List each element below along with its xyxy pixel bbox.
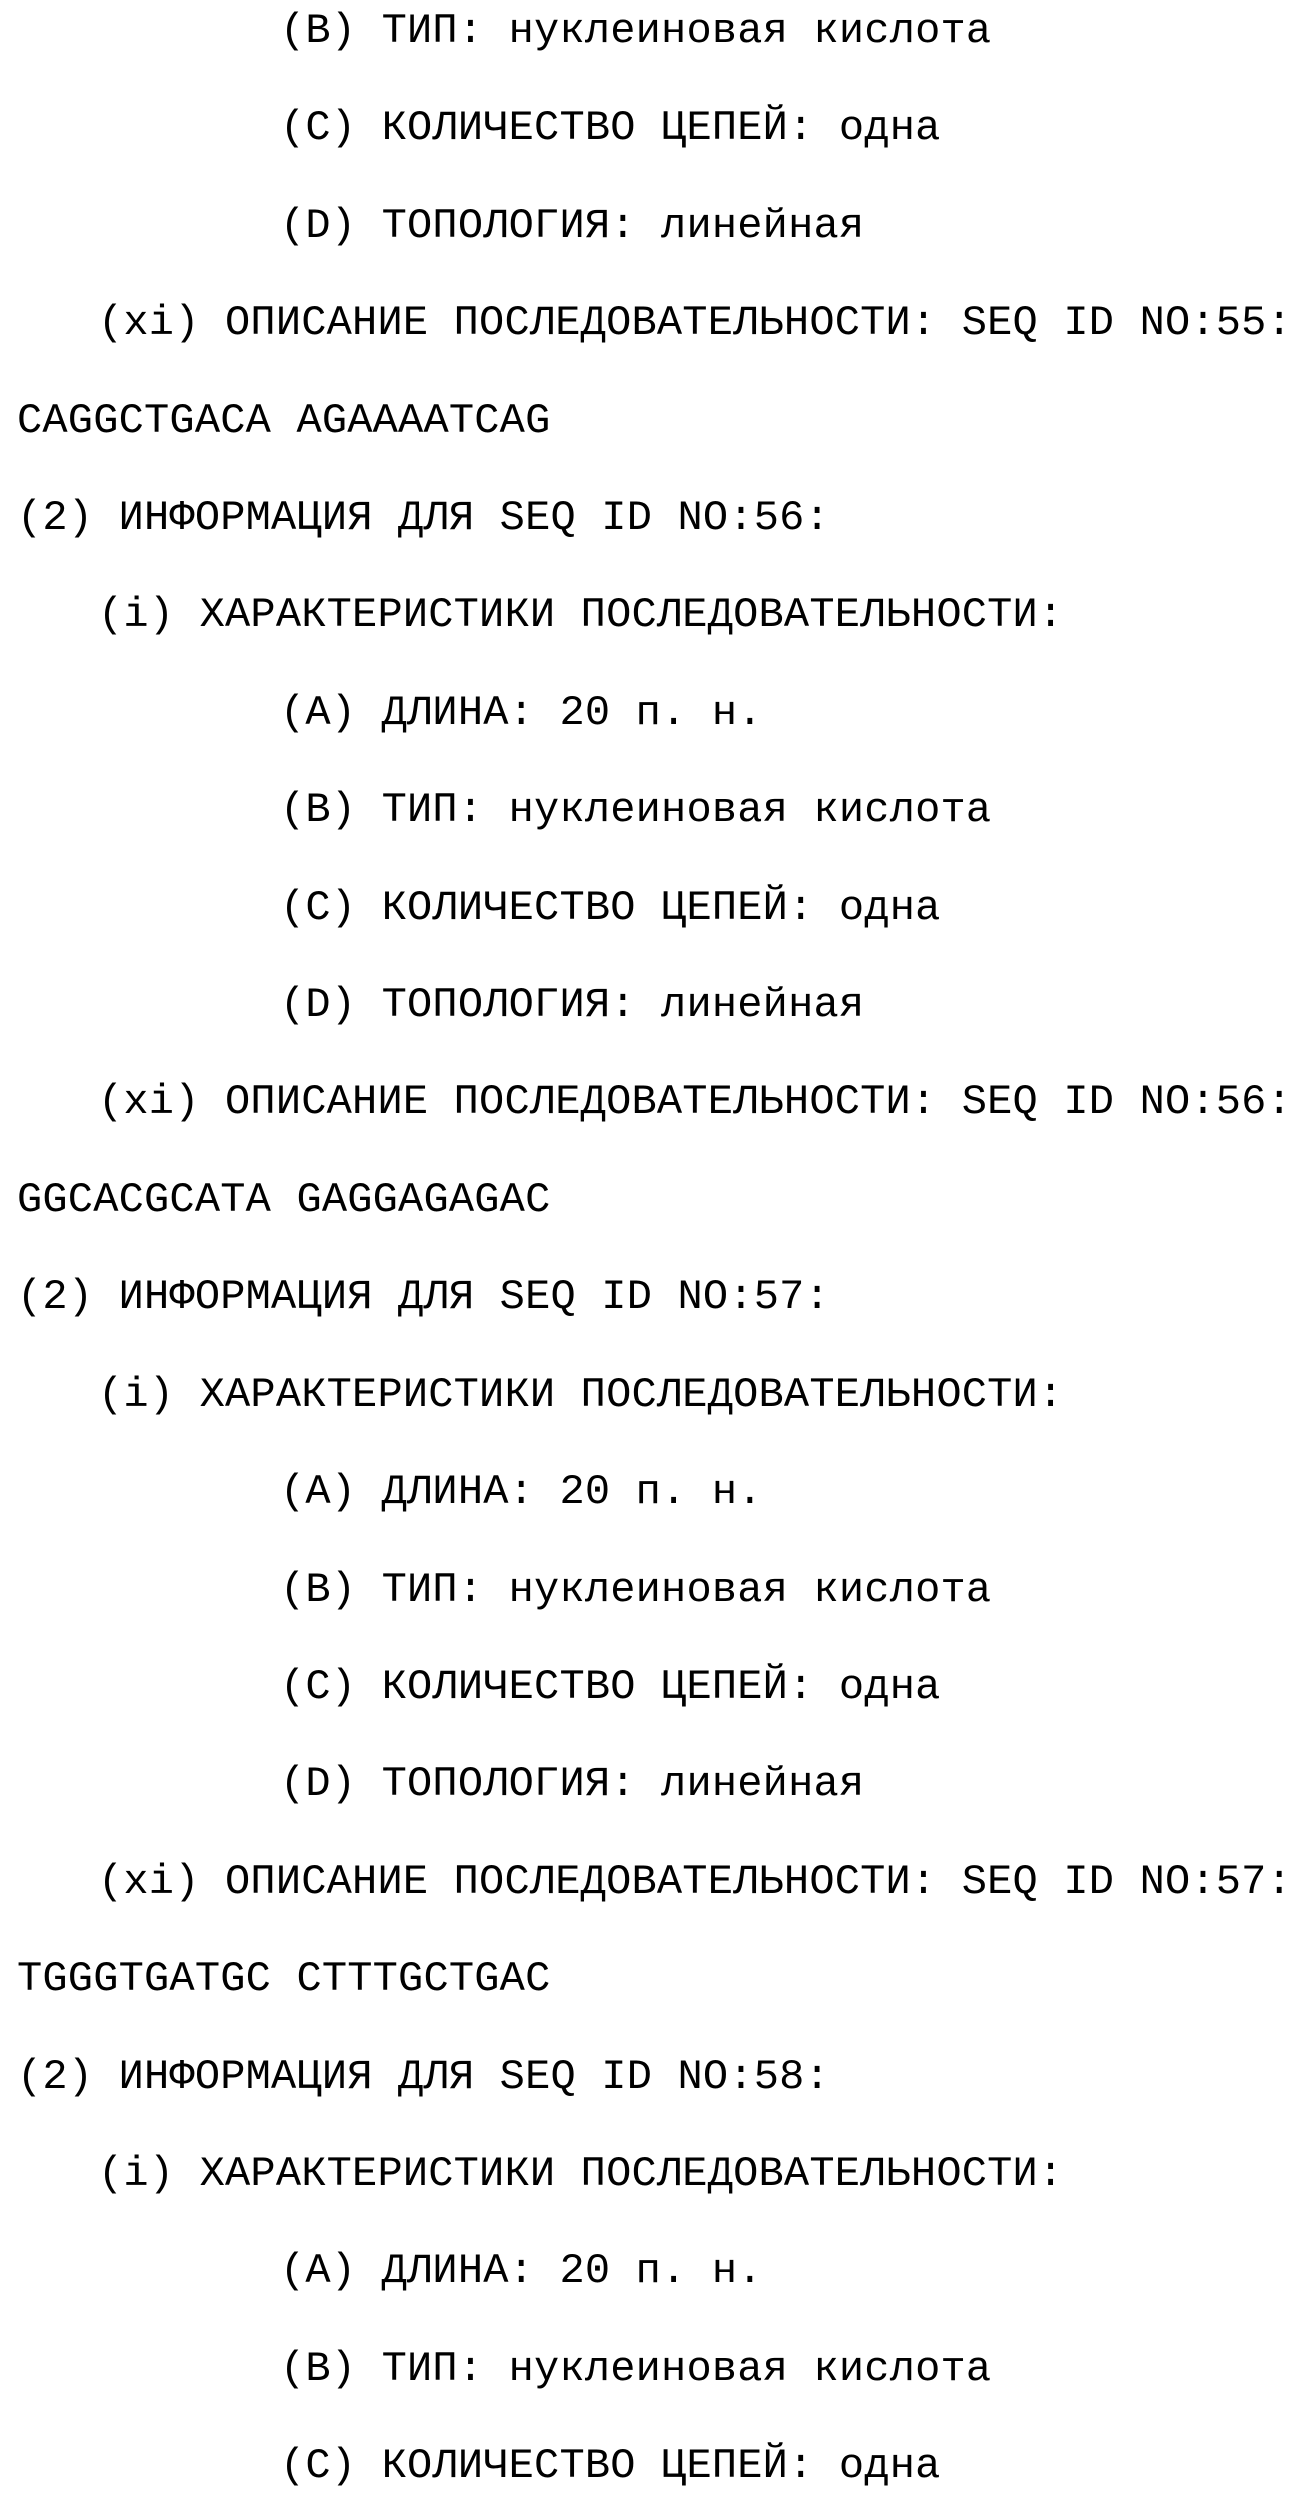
document-line: (D) ТОПОЛОГИЯ: линейная bbox=[280, 201, 865, 250]
document-line: (C) КОЛИЧЕСТВО ЦЕПЕЙ: одна bbox=[280, 2442, 941, 2491]
document-line: (2) ИНФОРМАЦИЯ ДЛЯ SEQ ID NO:57: bbox=[17, 1273, 830, 1322]
document-line: (xi) ОПИСАНИЕ ПОСЛЕДОВАТЕЛЬНОСТИ: SEQ ID NO:56: bbox=[98, 1078, 1292, 1127]
document-line: (2) ИНФОРМАЦИЯ ДЛЯ SEQ ID NO:56: bbox=[17, 494, 830, 543]
document-line: (i) ХАРАКТЕРИСТИКИ ПОСЛЕДОВАТЕЛЬНОСТИ: bbox=[98, 591, 1064, 640]
document-line: (B) ТИП: нуклеиновая кислота bbox=[280, 7, 992, 55]
document-line: (B) ТИП: нуклеиновая кислота bbox=[280, 1565, 992, 1614]
document-line: (D) ТОПОЛОГИЯ: линейная bbox=[280, 1760, 865, 1809]
document-line: (A) ДЛИНА: 20 п. н. bbox=[280, 2247, 763, 2296]
document-line: (A) ДЛИНА: 20 п. н. bbox=[280, 688, 763, 737]
document-line: (xi) ОПИСАНИЕ ПОСЛЕДОВАТЕЛЬНОСТИ: SEQ ID NO:57: bbox=[98, 1857, 1292, 1906]
document-line: (C) КОЛИЧЕСТВО ЦЕПЕЙ: одна bbox=[280, 1662, 941, 1711]
document-line: (xi) ОПИСАНИЕ ПОСЛЕДОВАТЕЛЬНОСТИ: SEQ ID NO:55: bbox=[98, 299, 1292, 348]
document-line: TGGGTGATGC CTTTGCTGAC bbox=[17, 1955, 551, 2004]
document-line: (B) ТИП: нуклеиновая кислота bbox=[280, 2344, 992, 2393]
document-line: (C) КОЛИЧЕСТВО ЦЕПЕЙ: одна bbox=[280, 104, 941, 153]
document-line: (B) ТИП: нуклеиновая кислота bbox=[280, 786, 992, 835]
document-line: (D) ТОПОЛОГИЯ: линейная bbox=[280, 981, 865, 1030]
document-line: (2) ИНФОРМАЦИЯ ДЛЯ SEQ ID NO:58: bbox=[17, 2052, 830, 2101]
document-line: (C) КОЛИЧЕСТВО ЦЕПЕЙ: одна bbox=[280, 883, 941, 932]
document-line: CAGGCTGACA AGAAAATCAG bbox=[17, 396, 551, 445]
document-line: (i) ХАРАКТЕРИСТИКИ ПОСЛЕДОВАТЕЛЬНОСТИ: bbox=[98, 2149, 1064, 2198]
document-line: (i) ХАРАКТЕРИСТИКИ ПОСЛЕДОВАТЕЛЬНОСТИ: bbox=[98, 1370, 1064, 1419]
document-line: GGCACGCATA GAGGAGAGAC bbox=[17, 1175, 551, 1224]
document-line: (A) ДЛИНА: 20 п. н. bbox=[280, 1468, 763, 1517]
